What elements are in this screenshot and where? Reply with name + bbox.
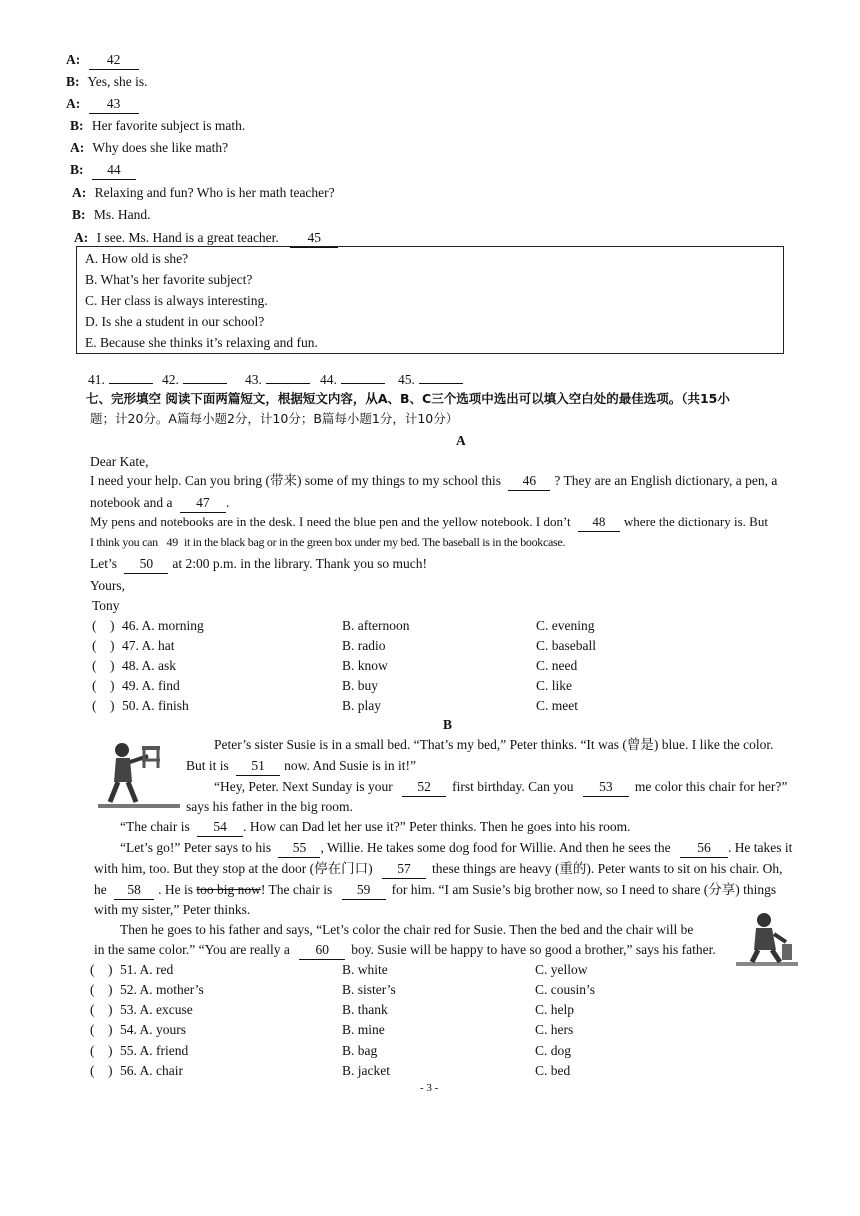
letter-text: . bbox=[225, 495, 230, 510]
blank-45: 45 bbox=[290, 229, 338, 248]
blank-43: 43 bbox=[89, 95, 139, 114]
blank-49: 49 bbox=[166, 535, 178, 549]
choice-c[interactable]: C. hers bbox=[535, 1022, 574, 1037]
choice-a[interactable]: A. mother’s bbox=[139, 982, 204, 997]
choice-a[interactable]: A. finish bbox=[141, 698, 189, 713]
choice-a[interactable]: A. morning bbox=[141, 618, 204, 633]
blank-60: 60 bbox=[299, 941, 345, 960]
story-line bbox=[94, 860, 783, 879]
answer-number: 45. bbox=[398, 372, 415, 387]
letter-text: I need your help. Can you bring (带来) some of my things to my school this bbox=[90, 473, 501, 488]
story-text: “Hey, Peter. Next Sunday is your bbox=[214, 779, 393, 794]
letter-line bbox=[90, 494, 229, 513]
option-b: B. What’s her favorite subject? bbox=[85, 272, 253, 287]
blank-52: 52 bbox=[402, 778, 446, 797]
dialogue-text: I see. Ms. Hand is a great teacher. bbox=[96, 230, 279, 245]
blank-50: 50 bbox=[124, 555, 168, 574]
question-number: 52. bbox=[120, 982, 137, 997]
question-row: ( ) 52. A. mother’s B. sister’s C. cousin’s bbox=[90, 982, 596, 997]
letter-text: Let’s bbox=[90, 556, 117, 571]
letter-text: where the dictionary is. But bbox=[623, 514, 768, 529]
question-number: 48. bbox=[122, 658, 139, 673]
letter-line bbox=[90, 472, 777, 491]
question-number: 50. bbox=[122, 698, 139, 713]
dialogue-line bbox=[70, 139, 228, 157]
blank-58: 58 bbox=[114, 881, 154, 900]
story-line bbox=[120, 818, 631, 837]
speaker-label: B: bbox=[70, 118, 84, 133]
choice-b[interactable]: B. radio bbox=[342, 638, 386, 653]
letter-text: I think you can bbox=[90, 535, 158, 549]
dialogue-line bbox=[66, 51, 139, 70]
blank-44: 44 bbox=[92, 161, 136, 180]
answer-blank bbox=[341, 371, 385, 384]
story-text: . How can Dad let her use it?” Peter thinks. Then he goes into his room. bbox=[243, 819, 631, 834]
dialogue-line bbox=[70, 161, 136, 180]
question-number: 54. bbox=[120, 1022, 137, 1037]
answer-blank bbox=[266, 371, 310, 384]
question-row: ( ) 48. A. ask B. know C. need bbox=[92, 658, 578, 673]
blank-47: 47 bbox=[180, 494, 226, 513]
letter-text: ? They are an English dictionary, a pen, a bbox=[554, 473, 778, 488]
page-number: - 3 - bbox=[420, 1082, 439, 1094]
story-line: Then he goes to his father and says, “Let’s color the chair red for Susie. Then the bed and the chair will be bbox=[120, 922, 694, 937]
section-heading-cont: 题；计20分。A篇每小题2分，计10分；B篇每小题1分，计10分） bbox=[90, 411, 459, 426]
choice-a[interactable]: A. yours bbox=[139, 1022, 187, 1037]
speaker-label: A: bbox=[72, 185, 87, 200]
story-line: says his father in the big room. bbox=[186, 799, 353, 814]
dialogue-line bbox=[72, 206, 151, 224]
story-line bbox=[186, 757, 416, 776]
question-row: ( ) 53. A. excuse B. thank C. help bbox=[90, 1002, 574, 1017]
choice-a[interactable]: A. friend bbox=[139, 1043, 189, 1058]
question-row: ( ) 55. A. friend B. bag C. dog bbox=[90, 1043, 572, 1058]
blank-48: 48 bbox=[578, 513, 620, 532]
blank-46: 46 bbox=[508, 472, 550, 491]
letter-text: it in the black bag or in the green box under my bed. The baseball is in the bookcase. bbox=[183, 535, 566, 549]
choice-c[interactable]: C. dog bbox=[535, 1043, 572, 1058]
section-heading: 七、完形填空 阅读下面两篇短文，根据短文内容，从A、B、C三个选项中选出可以填入空白处的最佳选项。（共15小 bbox=[86, 391, 730, 406]
dialogue-line bbox=[66, 95, 139, 114]
blank-56: 56 bbox=[680, 839, 728, 858]
letter-text: notebook and a bbox=[90, 495, 173, 510]
story-text: me color this chair for her?” bbox=[634, 779, 788, 794]
choice-c[interactable]: C. help bbox=[535, 1002, 574, 1017]
options-box bbox=[76, 246, 784, 354]
answer-42 bbox=[162, 371, 227, 388]
story-text: these things are heavy (重的). Peter wants to sit on his chair. Oh, bbox=[431, 861, 783, 876]
choice-b[interactable]: B. know bbox=[342, 658, 388, 673]
dialogue-line bbox=[70, 117, 245, 135]
struck-text: too big now bbox=[196, 882, 261, 897]
letter-line bbox=[90, 555, 427, 574]
choice-b[interactable]: B. bag bbox=[342, 1043, 378, 1058]
story-text: now. And Susie is in it!” bbox=[284, 758, 417, 773]
speaker-label: A: bbox=[70, 140, 85, 155]
question-row: ( ) 47. A. hat B. radio C. baseball bbox=[92, 638, 596, 653]
story-text: ! The chair is bbox=[260, 882, 333, 897]
story-line: Peter’s sister Susie is in a small bed. “That’s my bed,” Peter thinks. “It was (曾是) blue. I like the color. bbox=[214, 737, 774, 752]
letter-closing: Yours, bbox=[90, 578, 126, 593]
part-a-label: A bbox=[456, 433, 466, 448]
story-text: for him. “I am Susie’s big brother now, so I need to share (分享) things bbox=[391, 882, 777, 897]
story-line bbox=[94, 941, 716, 960]
answer-number: 43. bbox=[245, 372, 262, 387]
choice-b[interactable]: B. mine bbox=[342, 1022, 385, 1037]
choice-c[interactable]: C. bed bbox=[535, 1063, 571, 1078]
option-d: D. Is she a student in our school? bbox=[85, 314, 265, 329]
choice-c[interactable]: C. meet bbox=[536, 698, 578, 713]
story-text: boy. Susie will be happy to have so good a brother,” says his father. bbox=[351, 942, 716, 957]
story-text: with him, too. But they stop at the door (停在门口) bbox=[94, 861, 373, 876]
question-number: 55. bbox=[120, 1043, 137, 1058]
part-b-label: B bbox=[443, 717, 453, 732]
question-number: 49. bbox=[122, 678, 139, 693]
blank-42: 42 bbox=[89, 51, 139, 70]
question-row: ( ) 49. A. find B. buy C. like bbox=[92, 678, 572, 693]
choice-a[interactable]: A. ask bbox=[141, 658, 177, 673]
speaker-label: A: bbox=[66, 52, 81, 67]
speaker-label: A: bbox=[74, 230, 89, 245]
question-row: ( ) 51. A. red B. white C. yellow bbox=[90, 962, 588, 977]
story-line: with my sister,” Peter thinks. bbox=[94, 902, 251, 917]
choice-b[interactable]: B. thank bbox=[342, 1002, 388, 1017]
letter-text: My pens and notebooks are in the desk. I need the blue pen and the yellow notebook. I don’t bbox=[90, 514, 571, 529]
choice-a[interactable]: A. excuse bbox=[139, 1002, 193, 1017]
story-line bbox=[214, 778, 787, 797]
option-e: E. Because she thinks it’s relaxing and fun. bbox=[85, 335, 318, 350]
letter-line bbox=[90, 533, 565, 551]
blank-57: 57 bbox=[382, 860, 426, 879]
story-text: , Willie. He takes some dog food for Willie. And then he sees the bbox=[320, 840, 671, 855]
story-text: . He is bbox=[158, 882, 193, 897]
story-text: in the same color.” “You are really a bbox=[94, 942, 290, 957]
letter-greeting: Dear Kate, bbox=[90, 454, 149, 469]
speaker-label: B: bbox=[66, 74, 80, 89]
question-row: ( ) 46. A. morning B. afternoon C. evening bbox=[92, 618, 595, 633]
answer-number: 42. bbox=[162, 372, 179, 387]
blank-59: 59 bbox=[342, 881, 386, 900]
question-row: ( ) 50. A. finish B. play C. meet bbox=[92, 698, 578, 713]
blank-54: 54 bbox=[197, 818, 243, 837]
story-line bbox=[94, 881, 776, 900]
choice-b[interactable]: B. sister’s bbox=[342, 982, 396, 997]
answer-blank bbox=[109, 371, 153, 384]
answer-number: 41. bbox=[88, 372, 105, 387]
story-text: . He takes it bbox=[727, 840, 793, 855]
choice-c[interactable]: C. like bbox=[536, 678, 572, 693]
answer-number: 44. bbox=[320, 372, 337, 387]
question-number: 46. bbox=[122, 618, 139, 633]
answer-45 bbox=[398, 371, 463, 388]
story-line bbox=[120, 839, 792, 858]
choice-c[interactable]: C. need bbox=[536, 658, 578, 673]
choice-a[interactable]: A. red bbox=[139, 962, 174, 977]
letter-line bbox=[90, 513, 768, 532]
story-text: “Let’s go!” Peter says to his bbox=[120, 840, 272, 855]
option-a: A. How old is she? bbox=[85, 251, 189, 266]
choice-a[interactable]: A. chair bbox=[139, 1063, 183, 1078]
answer-41 bbox=[88, 371, 153, 388]
choice-b[interactable]: B. play bbox=[342, 698, 381, 713]
story-text: he bbox=[94, 882, 107, 897]
choice-b[interactable]: B. buy bbox=[342, 678, 379, 693]
blank-55: 55 bbox=[278, 839, 320, 858]
story-text: But it is bbox=[186, 758, 229, 773]
dialogue-text: Relaxing and fun? Who is her math teacher? bbox=[94, 185, 335, 200]
question-number: 53. bbox=[120, 1002, 137, 1017]
letter-signature: Tony bbox=[92, 598, 120, 613]
answer-blank bbox=[183, 371, 227, 384]
dialogue-line bbox=[72, 184, 335, 202]
story-text: first birthday. Can you bbox=[452, 779, 574, 794]
dialogue-text: Yes, she is. bbox=[87, 74, 148, 89]
question-number: 51. bbox=[120, 962, 137, 977]
question-number: 56. bbox=[120, 1063, 137, 1078]
choice-c[interactable]: C. yellow bbox=[535, 962, 588, 977]
choice-a[interactable]: A. hat bbox=[141, 638, 175, 653]
question-row: ( ) 54. A. yours B. mine C. hers bbox=[90, 1022, 574, 1037]
dialogue-text: Why does she like math? bbox=[92, 140, 229, 155]
speaker-label: A: bbox=[66, 96, 81, 111]
story-text: “The chair is bbox=[120, 819, 190, 834]
dialogue-text: Her favorite subject is math. bbox=[91, 118, 246, 133]
answer-43 bbox=[245, 371, 310, 388]
choice-c[interactable]: C. evening bbox=[536, 618, 595, 633]
dialogue-text: Ms. Hand. bbox=[93, 207, 151, 222]
answer-44 bbox=[320, 371, 385, 388]
choice-a[interactable]: A. find bbox=[141, 678, 180, 693]
question-row: ( ) 56. A. chair B. jacket C. bed bbox=[90, 1063, 571, 1078]
question-number: 47. bbox=[122, 638, 139, 653]
choice-c[interactable]: C. cousin’s bbox=[535, 982, 596, 997]
boy-carrying-chair-illustration bbox=[96, 738, 182, 812]
blank-51: 51 bbox=[236, 757, 280, 776]
speaker-label: B: bbox=[70, 162, 84, 177]
choice-b[interactable]: B. afternoon bbox=[342, 618, 410, 633]
choice-c[interactable]: C. baseball bbox=[536, 638, 596, 653]
speaker-label: B: bbox=[72, 207, 86, 222]
dialogue-line bbox=[66, 73, 148, 91]
choice-b[interactable]: B. jacket bbox=[342, 1063, 390, 1078]
choice-b[interactable]: B. white bbox=[342, 962, 388, 977]
blank-53: 53 bbox=[583, 778, 629, 797]
option-c: C. Her class is always interesting. bbox=[85, 293, 268, 308]
letter-text: at 2:00 p.m. in the library. Thank you so much! bbox=[172, 556, 427, 571]
answer-blank bbox=[419, 371, 463, 384]
